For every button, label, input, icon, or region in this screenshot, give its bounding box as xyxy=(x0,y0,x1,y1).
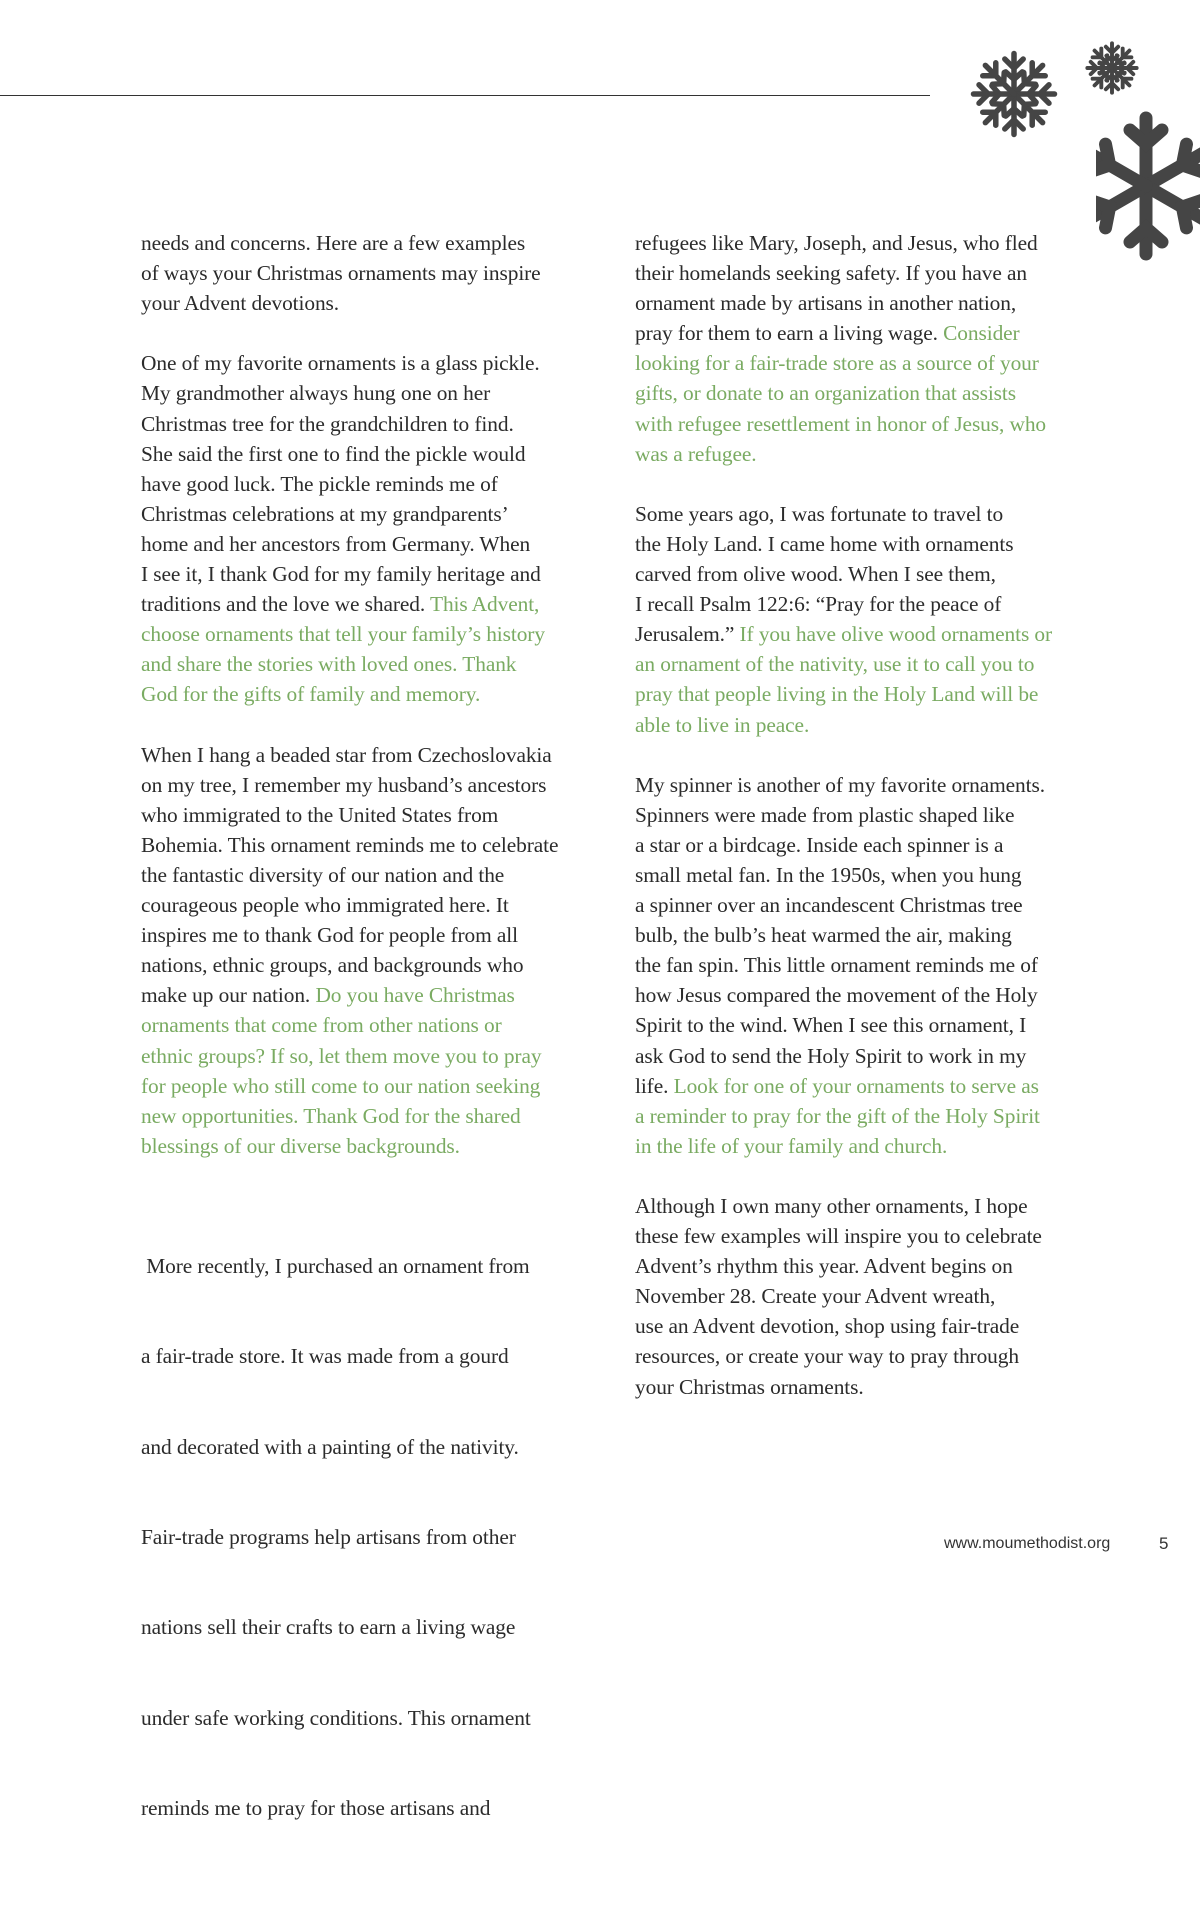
text-line: use an Advent devotion, shop using fair-trade xyxy=(635,1314,1020,1339)
highlight-line: in the life of your family and church. xyxy=(635,1133,948,1158)
highlight-line: an ornament of the nativity, use it to call you to xyxy=(635,652,1035,677)
text-line: courageous people who immigrated here. It xyxy=(141,893,509,918)
text-line: Bohemia. This ornament reminds me to celebrate xyxy=(141,832,559,857)
text-line: I recall Psalm 122:6: “Pray for the peace of xyxy=(635,592,1002,617)
text-line: home and her ancestors from Germany. When xyxy=(141,531,531,556)
highlight-text: This Advent, xyxy=(429,592,540,617)
page-number: 5 xyxy=(1159,1534,1169,1553)
highlight-line: blessings of our diverse backgrounds. xyxy=(141,1133,460,1158)
paragraph xyxy=(635,1191,1075,1402)
text-line: needs and concerns. Here are a few examples xyxy=(141,231,526,255)
text-line: My grandmother always hung one on her xyxy=(141,381,491,406)
text-line xyxy=(635,619,1075,649)
highlight-line: ethnic groups? If so, let them move you to pray xyxy=(141,1043,542,1068)
text-line: under safe working conditions. This ornament xyxy=(141,1705,531,1730)
paragraph xyxy=(635,499,1075,740)
text-line: refugees like Mary, Joseph, and Jesus, who fled xyxy=(635,231,1038,255)
highlight-line: God for the gifts of family and memory. xyxy=(141,682,481,707)
text-line: resources, or create your way to pray through xyxy=(635,1344,1019,1369)
text-line: have good luck. The pickle reminds me of xyxy=(141,471,498,496)
paragraph xyxy=(141,740,581,1161)
highlight-line: gifts, or donate to an organization that assists xyxy=(635,381,1016,406)
text-line: the fantastic diversity of our nation and the xyxy=(141,862,505,887)
highlight-text: Consider xyxy=(943,321,1020,346)
text-line: inspires me to thank God for people from all xyxy=(141,923,518,948)
text-line: One of my favorite ornaments is a glass pickle. xyxy=(141,351,540,376)
highlight-line: looking for a fair-trade store as a source of your xyxy=(635,351,1039,376)
highlight-line: pray that people living in the Holy Land will be xyxy=(635,682,1039,707)
highlight-text: If you have olive wood ornaments or xyxy=(739,622,1053,647)
text-line: Fair-trade programs help artisans from other xyxy=(141,1525,516,1550)
highlight-line: with refugee resettlement in honor of Jesus, who xyxy=(635,411,1047,436)
highlight-line: and share the stories with loved ones. Thank xyxy=(141,652,517,677)
text-line: on my tree, I remember my husband’s ancestors xyxy=(141,772,547,797)
text-line: More recently, I purchased an ornament from xyxy=(141,1254,530,1279)
text-line: Christmas tree for the grandchildren to find. xyxy=(141,411,514,436)
text-segment: pray for them to earn a living wage. xyxy=(635,321,938,346)
paragraph xyxy=(141,348,581,709)
header-rule xyxy=(0,95,930,96)
text-line: Advent’s rhythm this year. Advent begins on xyxy=(635,1254,1013,1279)
text-line: nations sell their crafts to earn a living wage xyxy=(141,1615,516,1640)
text-line: I see it, I thank God for my family heritage and xyxy=(141,562,541,587)
text-line: a star or a birdcage. Inside each spinner is a xyxy=(635,832,1004,857)
text-line: When I hang a beaded star from Czechoslovakia xyxy=(141,742,552,767)
text-segment: life. xyxy=(635,1073,669,1098)
text-line: how Jesus compared the movement of the Holy xyxy=(635,983,1038,1008)
highlight-line: new opportunities. Thank God for the shared xyxy=(141,1103,521,1128)
text-line: small metal fan. In the 1950s, when you hung xyxy=(635,862,1022,887)
text-line: these few examples will inspire you to celebrate xyxy=(635,1224,1042,1249)
text-line: Spinners were made from plastic shaped like xyxy=(635,802,1015,827)
text-line: and decorated with a painting of the nativity. xyxy=(141,1434,519,1459)
text-line: reminds me to pray for those artisans and xyxy=(141,1795,491,1820)
text-line: a spinner over an incandescent Christmas tree xyxy=(635,893,1023,918)
text-line: Spirit to the wind. When I see this ornament, I xyxy=(635,1013,1027,1038)
text-line: your Christmas ornaments. xyxy=(635,1374,864,1399)
footer-url[interactable]: www.moumethodist.org xyxy=(944,1535,1111,1552)
text-line: Christmas celebrations at my grandparents’ xyxy=(141,501,509,526)
text-line: nations, ethnic groups, and backgrounds who xyxy=(141,953,524,978)
text-line: a fair-trade store. It was made from a gourd xyxy=(141,1344,509,1369)
article-column-right xyxy=(635,228,1075,1432)
highlight-line: ornaments that come from other nations or xyxy=(141,1013,502,1038)
article-column-left xyxy=(141,228,581,1913)
text-line: November 28. Create your Advent wreath, xyxy=(635,1284,996,1309)
text-line: ornament made by artisans in another nation, xyxy=(635,291,1017,316)
text-line: She said the first one to find the pickle would xyxy=(141,441,526,466)
snowflake-icon xyxy=(1096,108,1200,270)
highlight-text: Look for one of your ornaments to serve as xyxy=(673,1073,1039,1098)
highlight-text: Do you have Christmas xyxy=(315,983,515,1008)
paragraph xyxy=(141,1191,581,1883)
text-line: your Advent devotions. xyxy=(141,291,340,316)
highlight-line: choose ornaments that tell your family’s history xyxy=(141,622,545,647)
paragraph xyxy=(141,228,581,318)
text-line: carved from olive wood. When I see them, xyxy=(635,562,996,587)
text-line xyxy=(635,1071,1075,1101)
paragraph xyxy=(635,228,1075,469)
highlight-line: for people who still come to our nation seeking xyxy=(141,1073,541,1098)
text-line xyxy=(635,318,1075,348)
text-segment: traditions and the love we shared. xyxy=(141,592,426,617)
text-line: the fan spin. This little ornament reminds me of xyxy=(635,953,1038,978)
snowflake-icon xyxy=(1083,40,1141,96)
text-line xyxy=(141,589,581,619)
text-line: of ways your Christmas ornaments may inspire xyxy=(141,261,541,286)
text-line: ask God to send the Holy Spirit to work in my xyxy=(635,1043,1027,1068)
text-line: My spinner is another of my favorite ornaments. xyxy=(635,772,1045,797)
snowflake-icon xyxy=(965,48,1063,140)
paragraph xyxy=(635,770,1075,1161)
text-line: their homelands seeking safety. If you have an xyxy=(635,261,1027,286)
text-line xyxy=(141,980,581,1010)
text-line: Some years ago, I was fortunate to travel to xyxy=(635,501,1004,526)
text-line: Although I own many other ornaments, I hope xyxy=(635,1194,1028,1218)
text-line: who immigrated to the United States from xyxy=(141,802,499,827)
highlight-line: a reminder to pray for the gift of the Holy Spirit xyxy=(635,1103,1040,1128)
text-segment: Jerusalem.” xyxy=(635,622,735,647)
text-segment: make up our nation. xyxy=(141,983,311,1008)
highlight-line: able to live in peace. xyxy=(635,712,810,737)
text-line: the Holy Land. I came home with ornaments xyxy=(635,531,1014,556)
highlight-line: was a refugee. xyxy=(635,441,757,466)
text-line: bulb, the bulb’s heat warmed the air, making xyxy=(635,923,1012,948)
